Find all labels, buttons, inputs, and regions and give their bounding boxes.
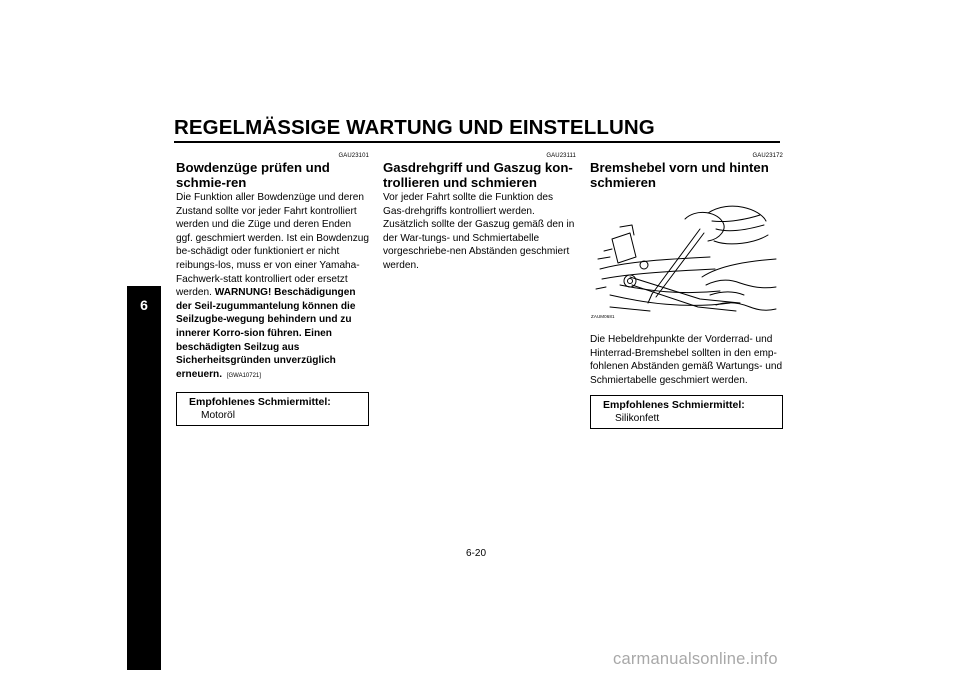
chapter-number: 6 (140, 297, 148, 313)
lubricant-box (176, 392, 369, 426)
body-text: Die Funktion aller Bowdenzüge und deren Zustand sollte vor jeder Fahrt kontrolliert werden und die Züge und deren Enden ggf. geschmiert werden. Ist ein Bowdenzug be-schädigt oder funktioniert er nicht reibungs-los, muss er von einer Yamaha-Fachwerk-statt kontrolliert oder ersetzt werden. (176, 192, 370, 299)
section-heading: Bremshebel vorn und hinten schmieren (590, 160, 769, 190)
warning-text: WARNUNG! Beschädigungen der Seil-zugummantelung können die Seilzugbe-wegung behindern und zu innerer Korro-sion führen. Einen beschädigten Seilzug aus Sicherheitsgründen unverzüglich erneuern. (176, 287, 356, 380)
section-gasdrehgriff (383, 153, 576, 273)
lubricant-value: Silikonfett (615, 413, 660, 425)
section-code: GAU23172 (752, 153, 783, 159)
section-code: GAU23111 (546, 153, 576, 159)
section-heading: Bowdenzüge prüfen und schmie-ren (176, 160, 330, 190)
lubricant-label: Empfohlenes Schmiermittel: (603, 399, 745, 412)
title-rule (174, 141, 780, 143)
section-bowdenzuege (176, 153, 369, 426)
lubricant-box (590, 395, 783, 429)
section-code: GAU23101 (338, 153, 369, 159)
section-body: Vor jeder Fahrt sollte die Funktion des Gas-drehgriffs kontrolliert werden. Zusätzlich sollte der Gaszug gemäß den in der War-tungs- und Schmiertabelle vorgeschriebe-nen Abständen geschmiert werden. (383, 192, 575, 271)
section-body: Die Hebeldrehpunkte der Vorderrad- und Hinterrad-Bremshebel sollten in den emp-fohlenen Abständen gemäß Wartungs- und Schmiertabelle geschmiert werden. (590, 334, 783, 386)
page-title: REGELMÄSSIGE WARTUNG UND EINSTELLUNG (174, 116, 655, 139)
section-heading: Gasdrehgriff und Gaszug kon-trollieren und schmieren (383, 160, 573, 190)
lever-lubrication-illustration (590, 199, 779, 327)
lubricant-label: Empfohlenes Schmiermittel: (189, 396, 331, 409)
page-number: 6-20 (466, 548, 487, 559)
lubricant-value: Motoröl (201, 410, 235, 422)
figure-code: ZAUM0681 (591, 314, 615, 319)
section-bremshebel (590, 153, 783, 429)
section-body (176, 191, 369, 383)
watermark: carmanualsonline.info (613, 650, 778, 668)
warning-code: [GWA10721] (226, 372, 261, 379)
chapter-tab (127, 286, 161, 670)
